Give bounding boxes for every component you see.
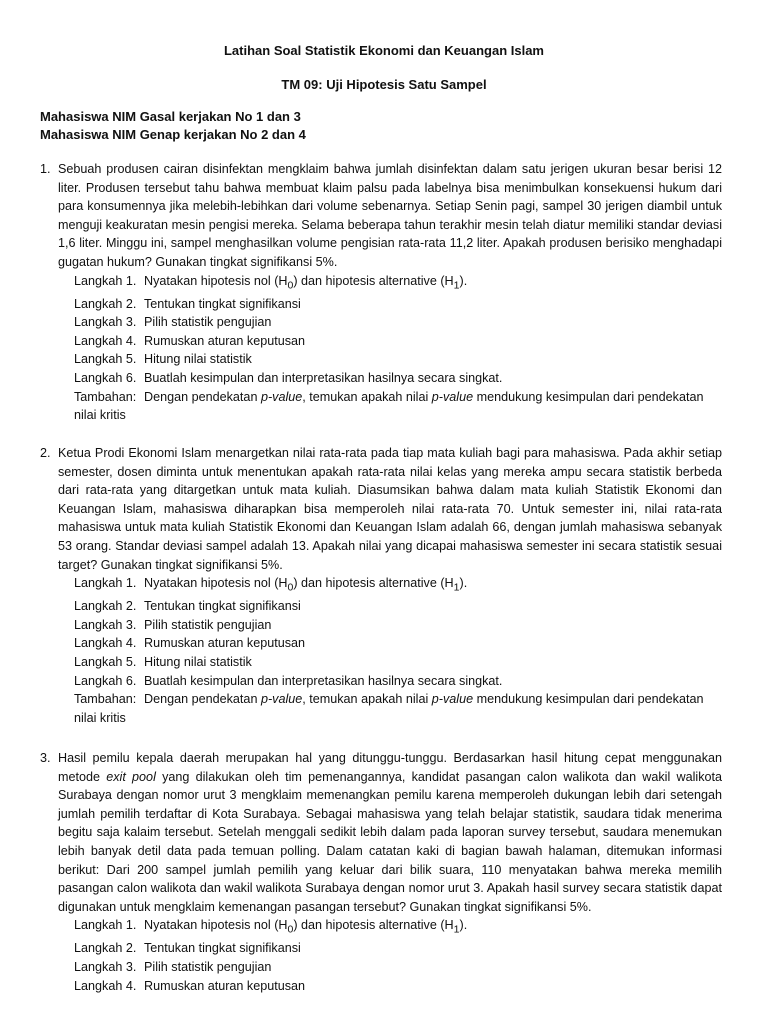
question-2 — [40, 444, 722, 727]
question-3 — [40, 749, 722, 995]
step-text: Hitung nilai statistik — [144, 655, 252, 670]
step-2 — [74, 295, 722, 314]
step-text: Rumuskan aturan keputusan — [144, 636, 306, 651]
step-label: Langkah 6. — [74, 673, 137, 688]
step-label: Langkah 5. — [74, 655, 137, 670]
tambahan-line2: nilai kritis — [74, 408, 126, 423]
step-label: Langkah 6. — [74, 371, 137, 386]
step-1 — [74, 272, 722, 295]
tambahan-text: Dengan pendekatan p-value, temukan apakah nilai p-value mendukung kesimpulan dari pendekatan — [144, 692, 704, 707]
step-text: Buatlah kesimpulan dan interpretasikan hasilnya secara singkat. — [144, 673, 503, 688]
step-label: Langkah 3. — [74, 960, 137, 975]
steps-list — [74, 916, 722, 995]
step-5 — [74, 350, 722, 369]
step-label: Langkah 2. — [74, 599, 137, 614]
question-text: Ketua Prodi Ekonomi Islam menargetkan nilai rata-rata pada tiap mata kuliah bagi para mahasiswa. Pada akhir setiap semester, dosen diminta untuk menentukan apakah rata-rata nilai kelas yang mereka ampu secara statistik berbeda dari rata-rata yang ditargetkan untuk mata kuliah. Diasumsikan bahwa dalam mata kuliah Statistik Ekonomi dan Keuangan Islam, mahasiswa diharapkan bisa memperoleh nilai rata-rata 70. Untuk semester ini, nilai rata-rata mahasiswa untuk mata kuliah Statistik Ekonomi dan Keuangan Islam adalah 66, dengan jumlah mahasiswa sebanyak 53 orang. Standar deviasi sampel adalah 13. Apakah nilai yang dicapai mahasiswa semester ini secara statistik sesuai target? Gunakan tingkat signifikansi 5%. — [58, 446, 722, 572]
document-title: Latihan Soal Statistik Ekonomi dan Keuangan Islam — [223, 43, 544, 58]
step-1 — [74, 916, 722, 939]
step-label: Langkah 2. — [74, 941, 137, 956]
step-label: Langkah 4. — [74, 333, 137, 348]
step-label: Langkah 4. — [74, 978, 137, 993]
question-number: 3. — [40, 751, 51, 765]
step-4 — [74, 634, 722, 653]
steps-list — [74, 272, 722, 425]
step-text: Nyatakan hipotesis nol $(H_0)$ dan hipotesis alternative $(H_1)$. — [144, 273, 468, 292]
tambahan-label: Tambahan: — [74, 389, 137, 404]
step-label: Langkah 3. — [74, 315, 137, 330]
question-text: Sebuah produsen cairan disinfektan mengklaim bahwa jumlah disinfektan dalam satu jerigen ukuran besar berisi 12 liter. Produsen tersebut tahu bahwa membuat klaim palsu pada labelnya bisa menimbulkan konsekuensi hukum dari para konsumennya jika melebih-lebihkan dari volume sebenarnya. Setiap Senin pagi, sampel 30 jerigen diambil untuk menguji keakuratan mesin pengisi mereka. Selama beberapa tahun terakhir mesin telah diatur memiliki standar deviasi 1,6 liter. Minggu ini, sampel menghasilkan volume pengisian rata-rata 11,2 liter. Apakah produsen berisiko menghadapi gugatan hukum? Gunakan tingkat signifikansi 5%. — [58, 162, 722, 269]
step-label: Langkah 1. — [74, 273, 137, 288]
step-4 — [74, 332, 722, 351]
step-3 — [74, 616, 722, 635]
question-number: 2. — [40, 446, 51, 460]
step-label: Langkah 1. — [74, 576, 137, 591]
step-6 — [74, 672, 722, 691]
question-1 — [40, 160, 722, 425]
tambahan-text: Dengan pendekatan p-value, temukan apakah nilai p-value mendukung kesimpulan dari pendekatan — [144, 389, 704, 404]
instruction-odd-nim: Mahasiswa NIM Gasal kerjakan No 1 dan 3 — [40, 109, 301, 124]
step-text: Pilih statistik pengujian — [144, 315, 272, 330]
step-3 — [74, 958, 722, 977]
step-6 — [74, 369, 722, 388]
step-text: Nyatakan hipotesis nol $(H_0)$ dan hipotesis alternative $(H_1)$. — [144, 576, 468, 594]
step-text: Nyatakan hipotesis nol $(H_0)$ dan hipotesis alternative $(H_1)$. — [144, 918, 468, 936]
step-text: Pilih statistik pengujian — [144, 617, 272, 632]
tambahan-line2: nilai kritis — [74, 710, 126, 725]
step-label: Langkah 4. — [74, 636, 137, 651]
step-text: Tentukan tingkat signifikansi — [144, 941, 301, 956]
steps-list — [74, 574, 722, 727]
step-1 — [74, 574, 722, 597]
document-subtitle: TM 09: Uji Hipotesis Satu Sampel — [281, 77, 487, 92]
step-5 — [74, 653, 722, 672]
tambahan-label: Tambahan: — [74, 692, 137, 707]
step-text: Tentukan tingkat signifikansi — [144, 296, 301, 311]
step-3 — [74, 313, 722, 332]
question-number: 1. — [40, 162, 51, 176]
step-text: Rumuskan aturan keputusan — [144, 333, 306, 348]
step-2 — [74, 939, 722, 958]
question-text: Hasil pemilu kepala daerah merupakan hal yang ditunggu-tunggu. Berdasarkan hasil hitung cepat menggunakan metode exit pool yang dilakukan oleh tim pemenangannya, kandidat pasangan calon walikota dan wakil walikota Surabaya dengan nomor urut 3 mengklaim memenangkan pemilu karena memperoleh dukungan lebih dari setengah jumlah pemilih terdaftar di Kota Surabaya. Sebagai mahasiswa yang telah belajar statistik, saudara tidak menerima begitu saja kalaim tersebut. Setelah menggali sedikit lebih dalam pada laporan survey tersebut, saudara menemukan lebih banyak detil data pada temuan polling. Dalam catatan kaki di bagian bawah halaman, ditemukan informasi berikut: Dari 200 sampel jumlah pemilih yang keluar dari bilik suara, 110 menyatakan bahwa mereka memilih pasangan calon walikota dan wakil walikota Surabaya dengan nomor urut 3. Apakah hasil survey secara statistik dapat digunakan untuk mengklaim kemenangan pasangan tersebut? Gunakan tingkat signifikansi 5%. — [58, 751, 722, 914]
step-label: Langkah 3. — [74, 617, 137, 632]
step-text: Pilih statistik pengujian — [144, 960, 272, 975]
step-4 — [74, 977, 722, 996]
step-text: Hitung nilai statistik — [144, 352, 252, 367]
tambahan-note — [74, 388, 722, 425]
instruction-even-nim: Mahasiswa NIM Genap kerjakan No 2 dan 4 — [40, 127, 306, 142]
step-text: Rumuskan aturan keputusan — [144, 978, 306, 993]
step-text: Buatlah kesimpulan dan interpretasikan hasilnya secara singkat. — [144, 371, 503, 386]
step-2 — [74, 597, 722, 616]
step-label: Langkah 1. — [74, 918, 137, 933]
step-label: Langkah 5. — [74, 352, 137, 367]
step-label: Langkah 2. — [74, 296, 137, 311]
step-text: Tentukan tingkat signifikansi — [144, 599, 301, 614]
tambahan-note — [74, 690, 722, 727]
